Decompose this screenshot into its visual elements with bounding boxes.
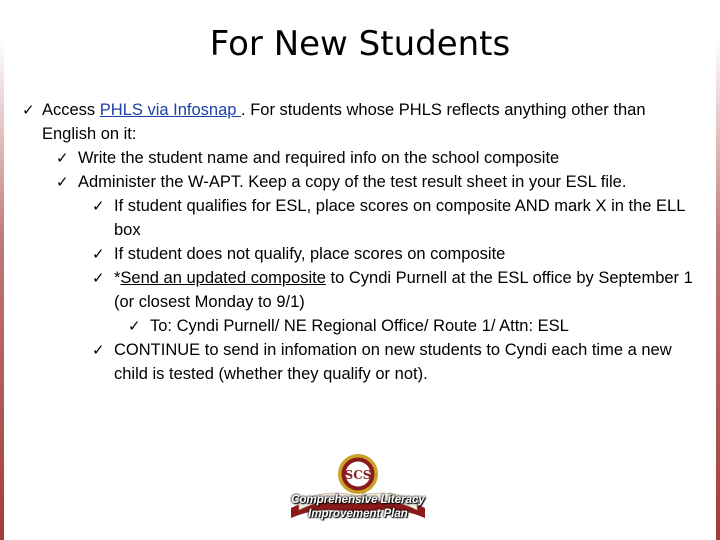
checkmark-icon: ✓ xyxy=(22,101,35,119)
bullet-item xyxy=(22,266,702,314)
bullet-text: Administer the W-APT. Keep a copy of the test result sheet in your ESL file. xyxy=(78,173,627,191)
bullet-item xyxy=(22,98,702,146)
bullet-item xyxy=(22,194,702,242)
checkmark-icon: ✓ xyxy=(92,341,105,359)
bullet-text: to Cyndi Purnell at the ESL office by September 1 (or closest Monday to 9/1) xyxy=(114,269,693,311)
bullet-text: Access xyxy=(42,101,100,119)
logo-line-2: Improvement Plan xyxy=(308,508,408,520)
checkmark-icon: ✓ xyxy=(128,317,141,335)
bullet-text: To: Cyndi Purnell/ NE Regional Office/ Route 1/ Attn: ESL xyxy=(150,317,569,335)
bullet-text: If student does not qualify, place scores on composite xyxy=(114,245,506,263)
bullet-item xyxy=(22,314,702,338)
bullet-item xyxy=(22,170,702,194)
bullet-text: If student qualifies for ESL, place scores on composite AND mark X in the ELL box xyxy=(114,197,685,239)
bullet-item xyxy=(22,242,702,266)
checkmark-icon: ✓ xyxy=(56,173,69,191)
checkmark-icon: ✓ xyxy=(92,269,105,287)
logo-line-1: Comprehensive Literacy xyxy=(291,494,425,506)
bullet-text: CONTINUE to send in infomation on new students to Cyndi each time a new child is tested (whether they qualify or not). xyxy=(114,341,672,383)
logo-emblem-text: SCS xyxy=(344,468,372,482)
literacy-plan-logo xyxy=(283,452,433,532)
bullet-list xyxy=(22,98,702,386)
slide-right-edge xyxy=(716,40,720,540)
slide-title: For New Students xyxy=(209,24,511,64)
bullet-item xyxy=(22,338,702,386)
bullet-text: Write the student name and required info on the school composite xyxy=(78,149,560,167)
bullet-item xyxy=(22,146,702,170)
checkmark-icon: ✓ xyxy=(56,149,69,167)
bullet-text: * xyxy=(114,269,121,287)
slide-left-edge xyxy=(0,40,4,540)
checkmark-icon: ✓ xyxy=(92,245,105,263)
phls-infosnap-link[interactable]: PHLS via Infosnap xyxy=(99,101,242,119)
bullet-text: . For students whose PHLS reflects anything other than English on it: xyxy=(42,101,646,143)
checkmark-icon: ✓ xyxy=(92,197,105,215)
bullet-emphasis-text: Send an updated composite xyxy=(120,269,326,287)
